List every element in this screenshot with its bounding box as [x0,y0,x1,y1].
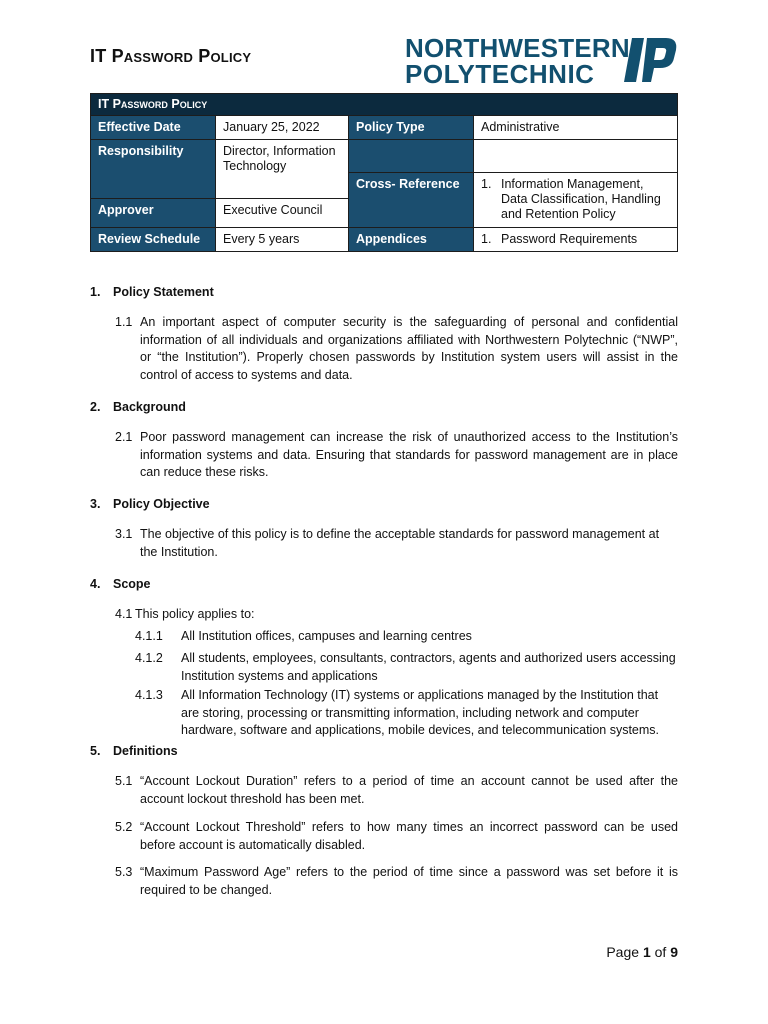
policy-type-label-spacer [349,140,474,173]
list-item: 4.1.1 All Institution offices, campuses and learning centres [135,629,472,643]
appendices-value: 1. Password Requirements [474,228,678,252]
paragraph: 2.1 Poor password management can increase the risk of unauthorized access to the Institution’s information systems and data. Ensuring that standards for password management are in place can reduce these risks. [115,430,678,479]
paragraph: 4.1 This policy applies to: [115,607,255,621]
table-header: IT Password Policy [91,94,678,116]
list-item: 4.1.2 All students, employees, consultants, contractors, agents and authorized users accessing Institution systems and applications [135,651,676,683]
np-logo-mark-icon [620,34,680,84]
section-heading: 4. Scope [90,577,151,591]
review-schedule-label: Review Schedule [91,228,216,252]
section-heading: 3. Policy Objective [90,497,210,511]
approver-value: Executive Council [216,199,349,228]
responsibility-value: Director, Information Technology [216,140,349,199]
institution-logo [405,33,680,89]
effective-date-value: January 25, 2022 [216,116,349,140]
policy-type-label: Policy Type [349,116,474,140]
appendices-label: Appendices [349,228,474,252]
policy-type-value: Administrative [474,116,678,140]
paragraph: 5.1 “Account Lockout Duration” refers to a period of time an account cannot be used after the account lockout threshold has been met. [115,774,678,806]
policy-type-value-spacer [474,140,678,173]
cross-reference-value: 1. Information Management, Data Classification, Handling and Retention Policy [474,173,678,228]
section-heading: 5. Definitions [90,744,178,758]
review-schedule-value: Every 5 years [216,228,349,252]
approver-label: Approver [91,199,216,228]
paragraph: 3.1 The objective of this policy is to define the acceptable standards for password management at the Institution. [115,527,660,559]
document-title: IT Password Policy [90,46,252,66]
paragraph: 1.1 An important aspect of computer security is the safeguarding of personal and confidential information of all individuals and organizations affiliated with Northwestern Polytechnic (“NWP”, or “the Institution”). Properly chosen passwords by Institution system users will assist in the control of access to systems and data. [115,315,678,382]
section-heading: 1. Policy Statement [90,285,214,299]
logo-line-1: NORTHWESTERN [405,33,630,63]
responsibility-label: Responsibility [91,140,216,199]
page-number: Page 1 of 9 [606,944,678,960]
logo-line-2: POLYTECHNIC [405,59,595,89]
section-heading: 2. Background [90,400,186,414]
paragraph: 5.3 “Maximum Password Age” refers to the period of time since a password was set before it is required to be changed. [115,865,678,897]
paragraph: 5.2 “Account Lockout Threshold” refers to how many times an incorrect password can be used before account is automatically disabled. [115,820,678,852]
list-item: 4.1.3 All Information Technology (IT) systems or applications managed by the Institution that are storing, processing or transmitting information, including network and computer hardware, software and applications, mobile devices, and telecommunication systems. [135,688,660,737]
policy-info-table [90,93,678,252]
cross-reference-label: Cross- Reference [349,173,474,228]
effective-date-label: Effective Date [91,116,216,140]
